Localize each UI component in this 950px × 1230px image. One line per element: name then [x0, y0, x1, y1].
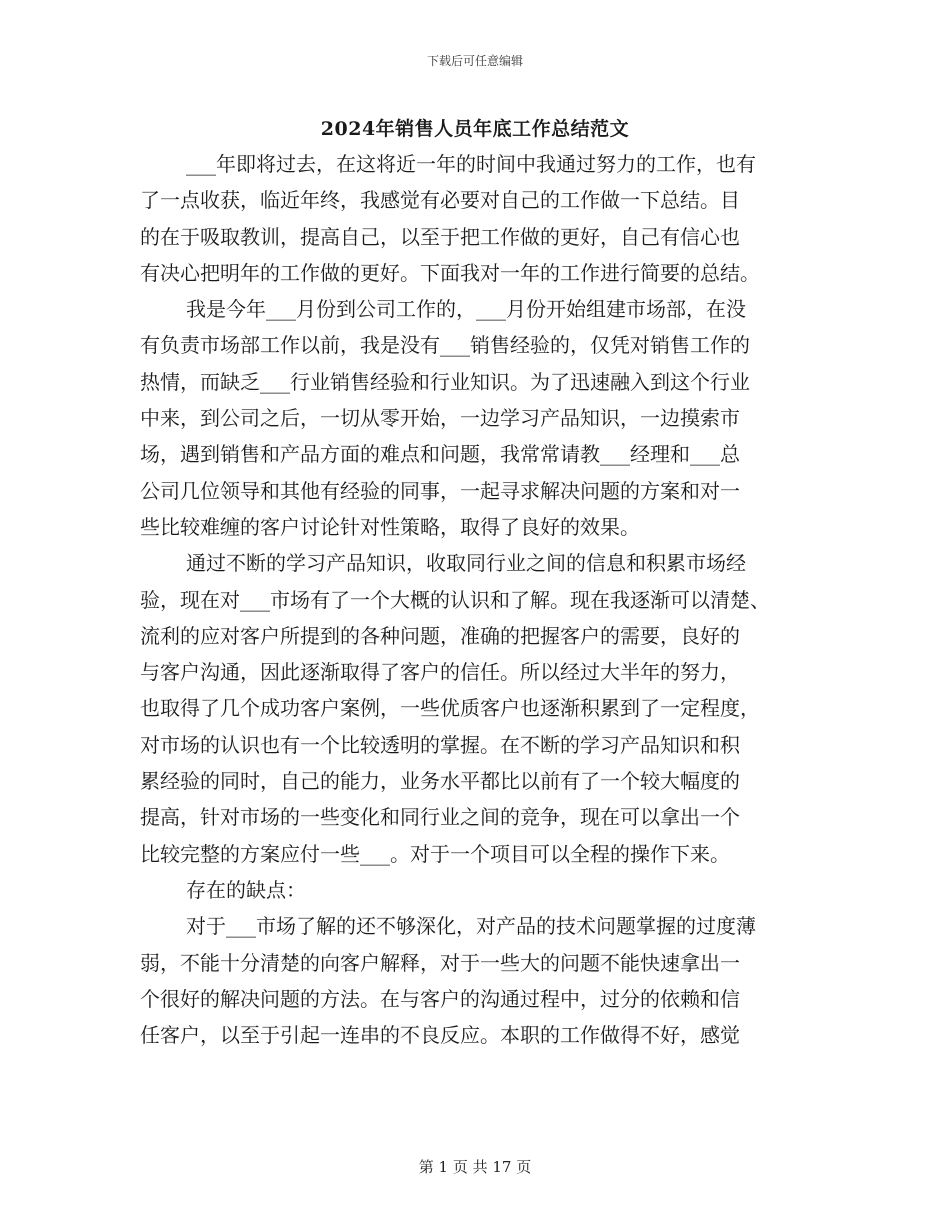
text-line: 累经验的同时，自己的能力，业务水平都比以前有了一个较大幅度的: [140, 769, 740, 794]
header-note: 下载后可任意编辑: [426, 54, 523, 68]
document-body: [140, 146, 820, 1053]
page-footer: 第 1 页 共 17 页: [418, 1158, 532, 1176]
text-line: 有负责市场部工作以前，我是没有___销售经验的，仅凭对销售工作的: [140, 333, 750, 358]
text-line: 我是今年___月份到公司工作的，___月份开始组建市场部，在没: [186, 297, 746, 322]
text-line: 的在于吸取教训，提高自己，以至于把工作做的更好，自己有信心也: [140, 224, 740, 249]
text-line: 了一点收获，临近年终，我感觉有必要对自己的工作做一下总结。目: [140, 188, 740, 213]
text-line: 也取得了几个成功客户案例，一些优质客户也逐渐积累到了一定程度，: [140, 696, 760, 721]
text-line: 验，现在对___市场有了一个大概的认识和了解。现在我逐渐可以清楚、: [140, 587, 770, 612]
text-line: 弱，不能十分清楚的向客户解释，对于一些大的问题不能快速拿出一: [140, 950, 740, 975]
text-line: 通过不断的学习产品知识，收取同行业之间的信息和积累市场经: [186, 551, 746, 576]
text-line: 流利的应对客户所提到的各种问题，准确的把握客户的需要，良好的: [140, 623, 740, 648]
text-line: 对于___市场了解的还不够深化，对产品的技术问题掌握的过度薄: [186, 914, 756, 939]
text-line: ___年即将过去，在这将近一年的时间中我通过努力的工作，也有: [186, 152, 756, 176]
document-title: 2024年销售人员年底工作总结范文: [320, 118, 630, 140]
text-line: 热情，而缺乏___行业销售经验和行业知识。为了迅速融入到这个行业: [140, 369, 750, 394]
text-line: 个很好的解决问题的方法。在与客户的沟通过程中，过分的依赖和信: [140, 986, 740, 1011]
text-line: 对市场的认识也有一个比较透明的掌握。在不断的学习产品知识和积: [140, 732, 740, 757]
text-line: 提高，针对市场的一些变化和同行业之间的竞争，现在可以拿出一个: [140, 805, 740, 830]
text-line: 存在的缺点：: [186, 877, 306, 902]
text-line: 些比较难缠的客户讨论针对性策略，取得了良好的效果。: [140, 514, 640, 539]
text-line: 有决心把明年的工作做的更好。下面我对一年的工作进行简要的总结。: [140, 260, 760, 285]
text-line: 场，遇到销售和产品方面的难点和问题，我常常请教___经理和___总: [140, 442, 740, 467]
text-line: 公司几位领导和其他有经验的同事，一起寻求解决问题的方案和对一: [140, 478, 740, 503]
text-line: 任客户，以至于引起一连串的不良反应。本职的工作做得不好，感觉: [140, 1023, 740, 1048]
text-line: 与客户沟通，因此逐渐取得了客户的信任。所以经过大半年的努力，: [140, 660, 740, 685]
text-line: 中来，到公司之后，一切从零开始，一边学习产品知识，一边摸索市: [140, 406, 740, 431]
text-line: 比较完整的方案应付一些___。对于一个项目可以全程的操作下来。: [140, 841, 730, 866]
